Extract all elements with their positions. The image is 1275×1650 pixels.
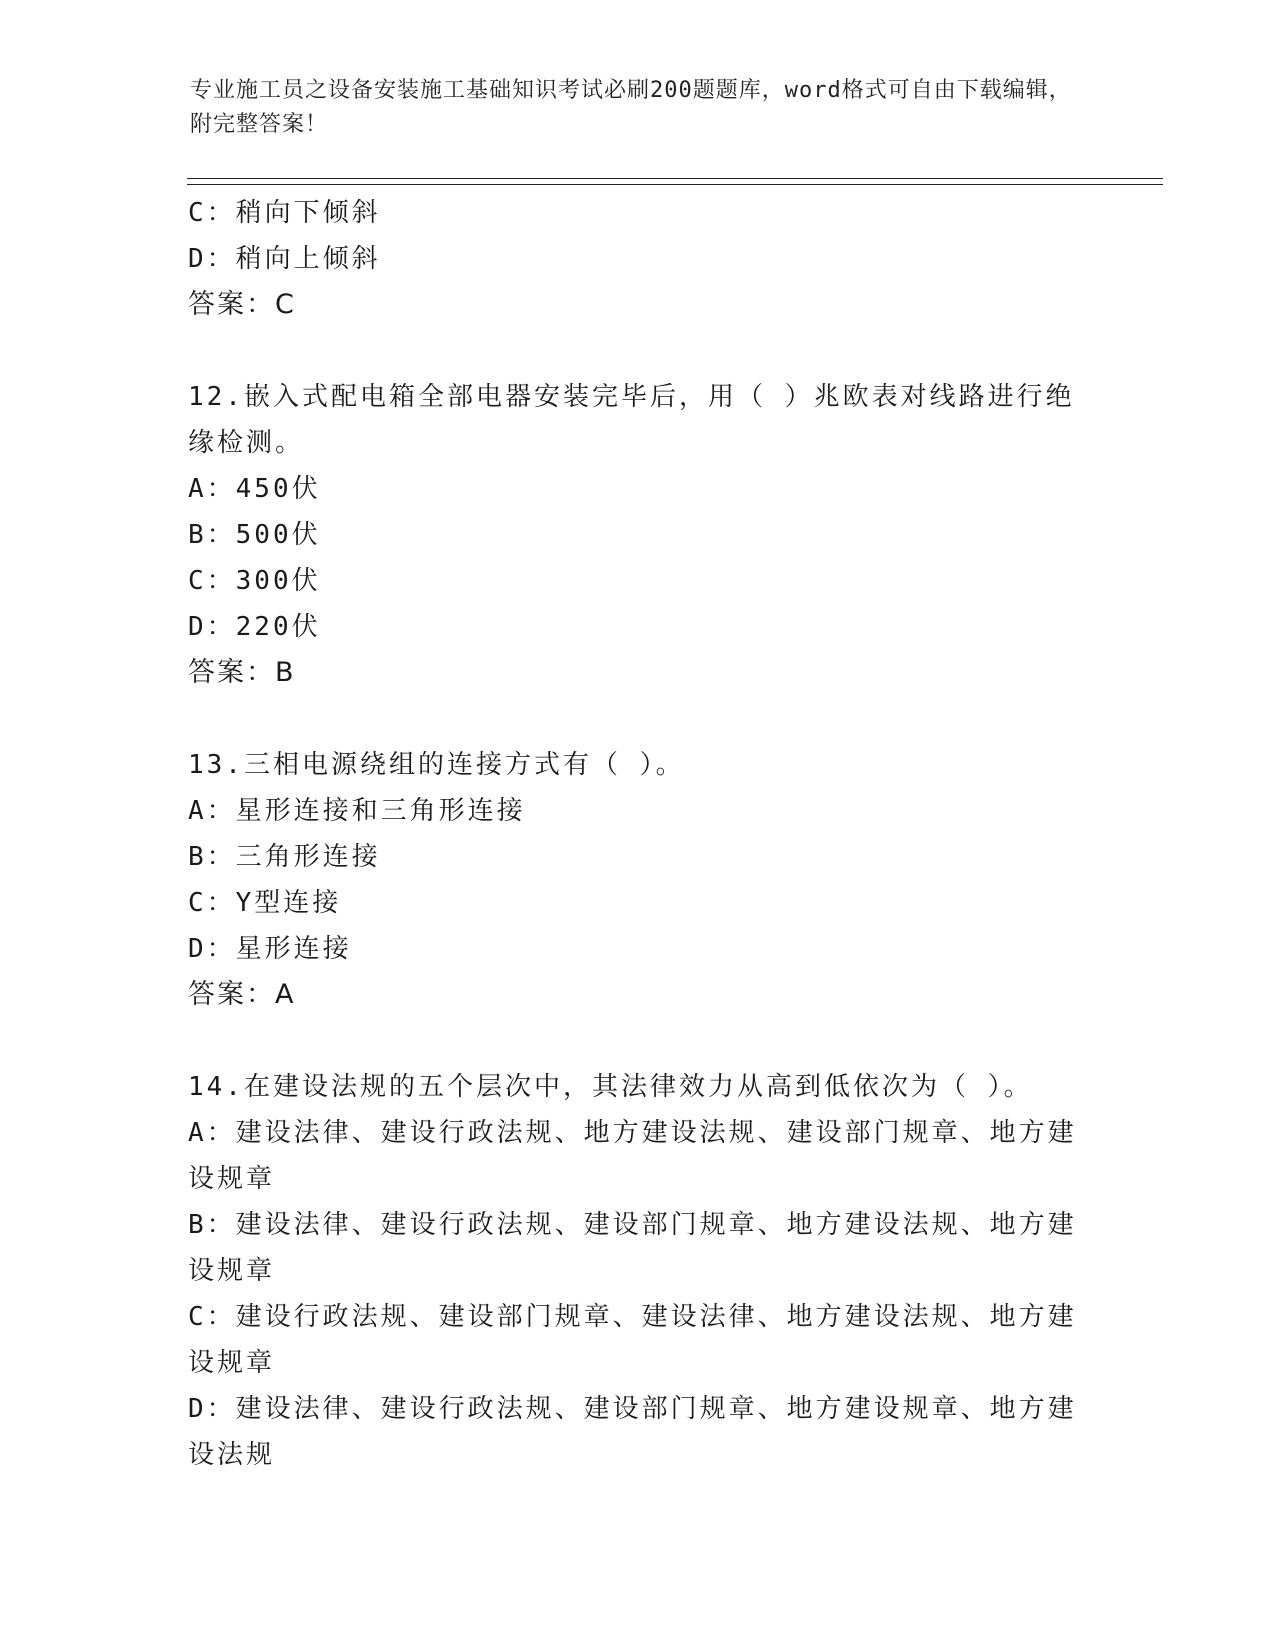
- spacer: [188, 1018, 1088, 1064]
- spacer: [188, 328, 1088, 374]
- option-b: B：三角形连接: [188, 842, 381, 872]
- header-divider-top: [187, 178, 1163, 179]
- document-header: [190, 74, 1090, 142]
- question-stem: 14.在建设法规的五个层次中，其法律效力从高到低依次为（ ）。: [188, 1072, 1033, 1102]
- answer-line: 答案：B: [188, 657, 296, 688]
- option-a: A：450伏: [188, 474, 321, 504]
- question-content: [188, 190, 1088, 1478]
- option-d: D：建设法律、建设行政法规、建设部门规章、地方建设规章、地方建设法规: [188, 1394, 1077, 1470]
- option-c: C：300伏: [188, 566, 321, 596]
- option-d: D：220伏: [188, 612, 321, 642]
- question-stem: 13.三相电源绕组的连接方式有（ ）。: [188, 750, 685, 780]
- option-d: D：星形连接: [188, 934, 352, 964]
- header-divider-bottom: [187, 184, 1163, 185]
- question-stem: 12.嵌入式配电箱全部电器安装完毕后，用（ ）兆欧表对线路进行绝缘检测。: [188, 382, 1075, 458]
- option-b: B：建设法律、建设行政法规、建设部门规章、地方建设法规、地方建设规章: [188, 1210, 1077, 1286]
- spacer: [188, 696, 1088, 742]
- option-d: D：稍向上倾斜: [188, 244, 381, 274]
- option-a: A：建设法律、建设行政法规、地方建设法规、建设部门规章、地方建设规章: [188, 1118, 1077, 1194]
- answer-line: 答案：A: [188, 979, 296, 1010]
- option-a: A：星形连接和三角形连接: [188, 796, 526, 826]
- option-c: C：建设行政法规、建设部门规章、建设法律、地方建设法规、地方建设规章: [188, 1302, 1077, 1378]
- answer-line: 答案：C: [188, 289, 296, 320]
- option-b: B：500伏: [188, 520, 321, 550]
- header-title: 专业施工员之设备安装施工基础知识考试必刷200题题库，word格式可自由下载编辑，附完整答案！: [190, 78, 1072, 137]
- option-c: C：Y型连接: [188, 888, 342, 918]
- option-c: C：稍向下倾斜: [188, 198, 381, 228]
